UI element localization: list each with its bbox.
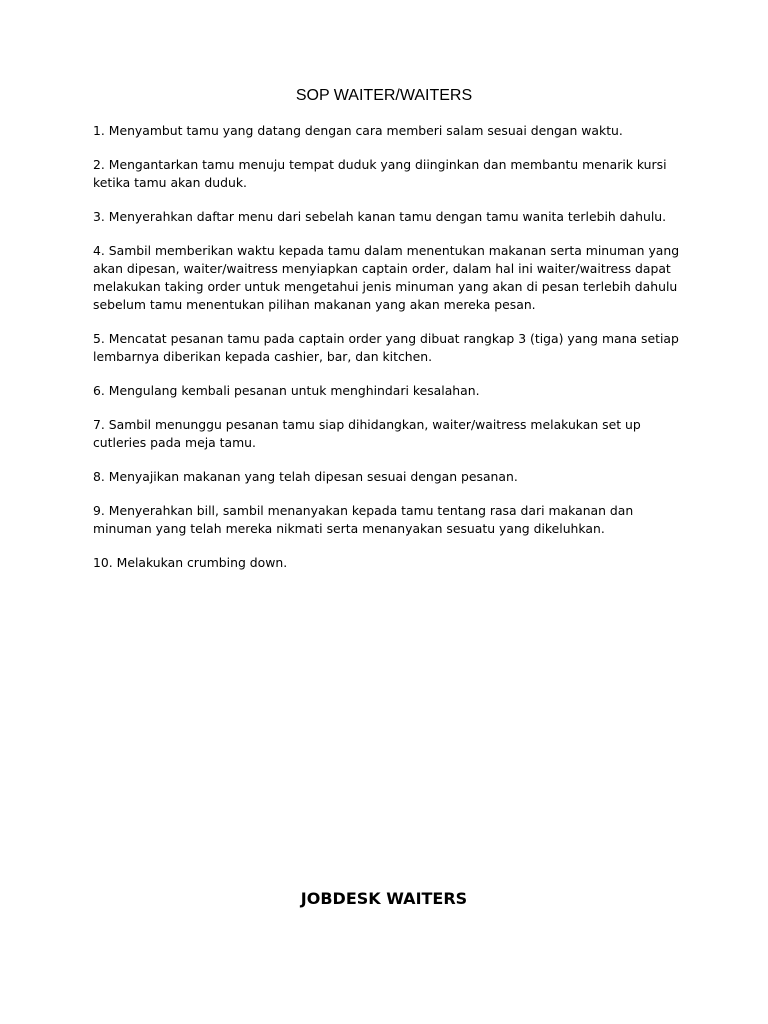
list-item: 3. Menyerahkan daftar menu dari sebelah kanan tamu dengan tamu wanita terlebih dahulu. <box>93 209 667 224</box>
list-item: 1. Menyambut tamu yang datang dengan cara memberi salam sesuai dengan waktu. <box>93 123 623 138</box>
list-item: 2. Mengantarkan tamu menuju tempat duduk yang diinginkan dan membantu menarik kursi ketika tamu akan duduk. <box>93 157 667 190</box>
list-item: 5. Mencatat pesanan tamu pada captain order yang dibuat rangkap 3 (tiga) yang mana setiap lembarnya diberikan kepada cashier, bar, dan kitchen. <box>93 331 679 364</box>
list-item: 8. Menyajikan makanan yang telah dipesan sesuai dengan pesanan. <box>93 469 518 484</box>
list-item: 9. Menyerahkan bill, sambil menanyakan kepada tamu tentang rasa dari makanan dan minuman yang telah mereka nikmati serta menanyakan sesuatu yang dikeluhkan. <box>93 503 634 536</box>
page-title: SOP WAITER/WAITERS <box>295 87 473 104</box>
list-item: 6. Mengulang kembali pesanan untuk menghindari kesalahan. <box>93 383 480 398</box>
section-heading: JOBDESK WAITERS <box>300 889 468 908</box>
list-item: 4. Sambil memberikan waktu kepada tamu dalam menentukan makanan serta minuman yang akan dipesan, waiter/waitress menyiapkan captain order, dalam hal ini waiter/waitress dapat melakukan taking order untuk mengetahui jenis minuman yang akan di pesan terlebih dahulu sebelum tamu menentukan pilihan makanan yang akan mereka pesan. <box>93 243 680 312</box>
list-item: 7. Sambil menunggu pesanan tamu siap dihidangkan, waiter/waitress melakukan set up cutleries pada meja tamu. <box>93 417 641 450</box>
list-item: 10. Melakukan crumbing down. <box>93 555 288 570</box>
sop-list <box>93 122 683 588</box>
